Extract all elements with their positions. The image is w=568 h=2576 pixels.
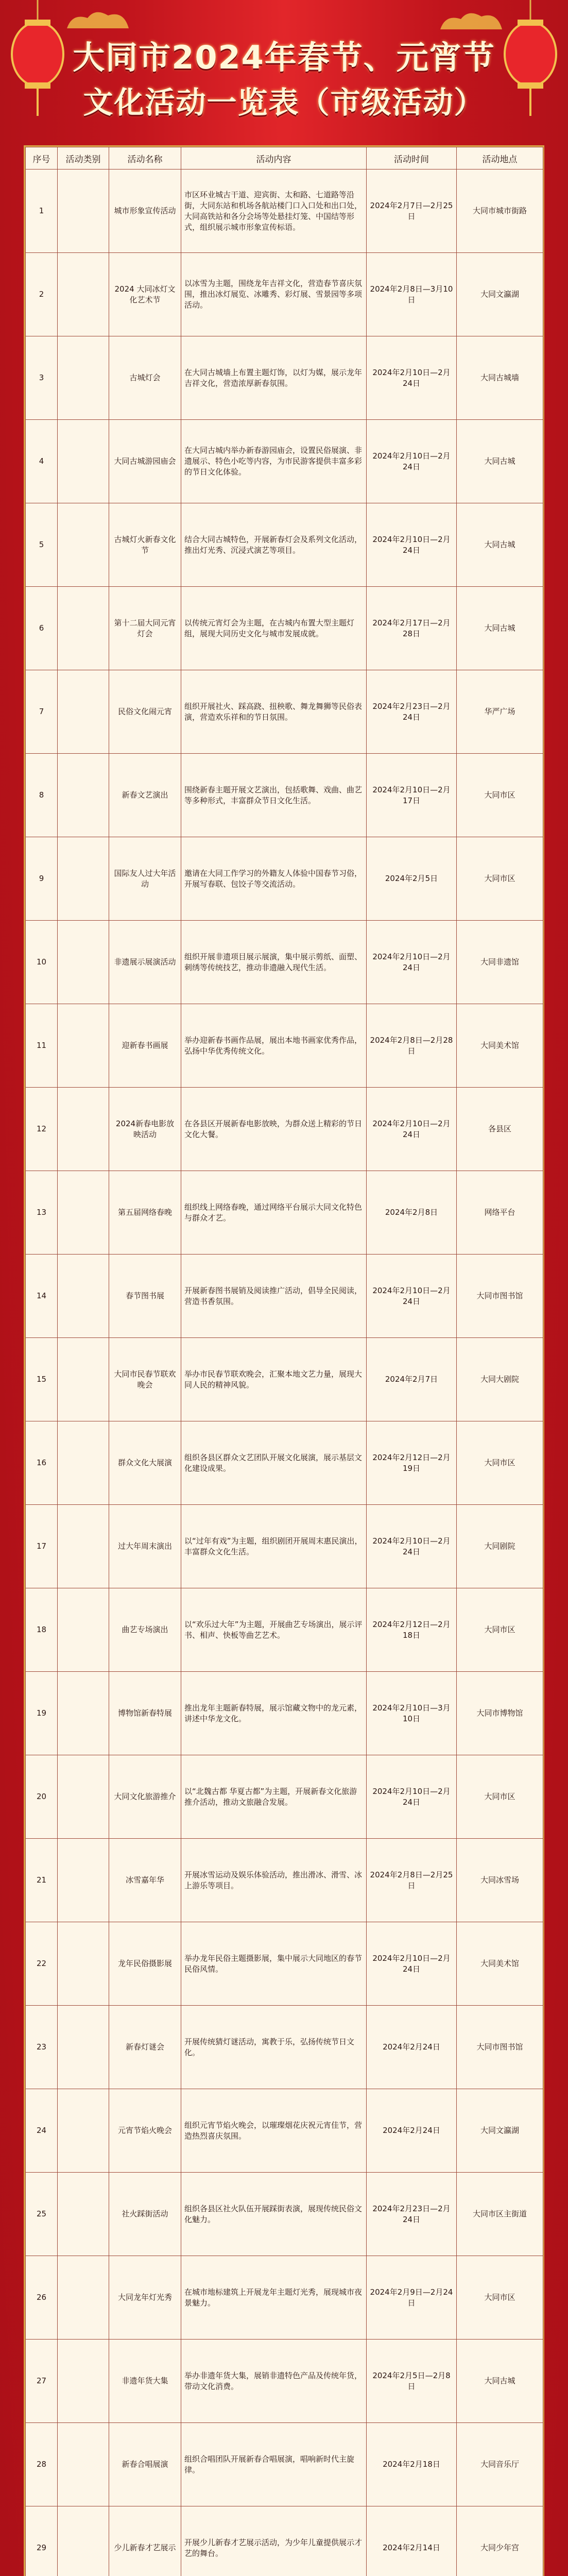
column-header: 活动内容	[181, 147, 367, 170]
row-description: 组织各县区社火队伍开展踩街表演，展现传统民俗文化魅力。	[181, 2173, 367, 2256]
row-time: 2024年2月10日—2月24日	[367, 503, 457, 587]
column-header: 活动类别	[58, 147, 109, 170]
row-place: 大同少年宫	[457, 2506, 543, 2576]
row-description: 组织合唱团队开展新春合唱展演，唱响新时代主旋律。	[181, 2423, 367, 2506]
row-number: 22	[26, 1922, 58, 2006]
activity-table	[24, 145, 544, 2576]
row-place: 大同剧院	[457, 1505, 543, 1588]
row-name: 社火踩街活动	[109, 2173, 181, 2256]
row-place: 大同古城	[457, 2340, 543, 2423]
row-time: 2024年2月23日—2月24日	[367, 670, 457, 754]
row-time: 2024年2月12日—2月19日	[367, 1421, 457, 1505]
row-category	[58, 2423, 109, 2506]
row-description: 在各县区开展新春电影放映，为群众送上精彩的节日文化大餐。	[181, 1088, 367, 1171]
table-row	[26, 253, 543, 336]
row-place: 大同市区	[457, 2256, 543, 2340]
row-category	[58, 2256, 109, 2340]
row-category	[58, 1505, 109, 1588]
table-row	[26, 2340, 543, 2423]
row-description: 开展冰雪运动及娱乐体验活动，推出滑冰、滑雪、冰上游乐等项目。	[181, 1839, 367, 1922]
row-place: 大同古城	[457, 503, 543, 587]
table-row	[26, 2173, 543, 2256]
row-number: 18	[26, 1588, 58, 1672]
row-name: 曲艺专场演出	[109, 1588, 181, 1672]
table-row	[26, 1255, 543, 1338]
row-description: 市区环业城古干道、迎宾街、太和路、七道路等沿街，大同东站和机场各航站楼门口入口处和出口处，大同高铁站和各分会场等处悬挂灯笼、中国结等形式，组织展示城市形象宣传标语。	[181, 170, 367, 253]
table-row	[26, 1505, 543, 1588]
row-place: 大同市博物馆	[457, 1672, 543, 1755]
row-category	[58, 587, 109, 670]
row-time: 2024年2月10日—2月24日	[367, 1755, 457, 1839]
row-place: 大同美术馆	[457, 1922, 543, 2006]
table-row	[26, 1088, 543, 1171]
row-description: 以“欢乐过大年”为主题，开展曲艺专场演出，展示评书、相声、快板等曲艺艺术。	[181, 1588, 367, 1672]
row-number: 7	[26, 670, 58, 754]
row-description: 在城市地标建筑上开展龙年主题灯光秀，展现城市夜景魅力。	[181, 2256, 367, 2340]
row-description: 围绕新春主题开展文艺演出，包括歌舞、戏曲、曲艺等多种形式，丰富群众节日文化生活。	[181, 754, 367, 837]
row-name: 城市形象宣传活动	[109, 170, 181, 253]
row-name: 2024 大同冰灯文化艺术节	[109, 253, 181, 336]
header-banner	[0, 0, 568, 139]
row-category	[58, 837, 109, 921]
row-time: 2024年2月10日—2月24日	[367, 1505, 457, 1588]
row-category	[58, 921, 109, 1004]
row-place: 大同市区	[457, 754, 543, 837]
row-number: 5	[26, 503, 58, 587]
row-number: 27	[26, 2340, 58, 2423]
row-category	[58, 1672, 109, 1755]
row-number: 11	[26, 1004, 58, 1088]
row-time: 2024年2月14日	[367, 2506, 457, 2576]
table-row	[26, 1588, 543, 1672]
table-row	[26, 2423, 543, 2506]
row-category	[58, 1421, 109, 1505]
row-category	[58, 1171, 109, 1255]
row-name: 元宵节焰火晚会	[109, 2089, 181, 2173]
row-name: 国际友人过大年活动	[109, 837, 181, 921]
row-number: 3	[26, 336, 58, 420]
row-category	[58, 1255, 109, 1338]
row-time: 2024年2月8日—2月25日	[367, 1839, 457, 1922]
row-place: 大同市图书馆	[457, 1255, 543, 1338]
row-place: 大同市区	[457, 1421, 543, 1505]
row-name: 民俗文化闹元宵	[109, 670, 181, 754]
row-number: 15	[26, 1338, 58, 1421]
row-place: 大同大剧院	[457, 1338, 543, 1421]
row-description: 推出龙年主题新春特展，展示馆藏文物中的龙元素，讲述中华龙文化。	[181, 1672, 367, 1755]
row-place: 各县区	[457, 1088, 543, 1171]
row-category	[58, 1338, 109, 1421]
row-name: 非遗展示展演活动	[109, 921, 181, 1004]
row-name: 第五届网络春晚	[109, 1171, 181, 1255]
row-category	[58, 1922, 109, 2006]
row-number: 26	[26, 2256, 58, 2340]
row-time: 2024年2月8日—2月28日	[367, 1004, 457, 1088]
table-row	[26, 1922, 543, 2006]
row-place: 大同市区	[457, 837, 543, 921]
row-category	[58, 754, 109, 837]
row-number: 2	[26, 253, 58, 336]
row-category	[58, 1839, 109, 1922]
table-row	[26, 2256, 543, 2340]
row-category	[58, 2340, 109, 2423]
table-row	[26, 1421, 543, 1505]
row-time: 2024年2月12日—2月18日	[367, 1588, 457, 1672]
row-number: 25	[26, 2173, 58, 2256]
row-name: 新春灯谜会	[109, 2006, 181, 2089]
row-description: 以传统元宵灯会为主题，在古城内布置大型主题灯组，展现大同历史文化与城市发展成就。	[181, 587, 367, 670]
row-description: 举办迎新春书画作品展，展出本地书画家优秀作品，弘扬中华优秀传统文化。	[181, 1004, 367, 1088]
row-time: 2024年2月18日	[367, 2423, 457, 2506]
row-category	[58, 336, 109, 420]
row-description: 开展少儿新春才艺展示活动，为少年儿童提供展示才艺的舞台。	[181, 2506, 367, 2576]
row-description: 举办龙年民俗主题摄影展，集中展示大同地区的春节民俗风情。	[181, 1922, 367, 2006]
row-place: 大同美术馆	[457, 1004, 543, 1088]
row-category	[58, 253, 109, 336]
cloud-icon	[62, 5, 134, 36]
row-time: 2024年2月10日—3月10日	[367, 1672, 457, 1755]
table-row	[26, 336, 543, 420]
row-name: 博物馆新春特展	[109, 1672, 181, 1755]
column-header: 序号	[26, 147, 58, 170]
row-time: 2024年2月17日—2月28日	[367, 587, 457, 670]
row-place: 大同市区	[457, 1588, 543, 1672]
row-name: 新春文艺演出	[109, 754, 181, 837]
row-description: 以冰雪为主题，围绕龙年吉祥文化，营造春节喜庆氛围，推出冰灯展览、冰雕秀、彩灯展、雪景园等多项活动。	[181, 253, 367, 336]
row-category	[58, 670, 109, 754]
table-header-row	[26, 147, 543, 170]
row-description: 组织各县区群众文艺团队开展文化展演，展示基层文化建设成果。	[181, 1421, 367, 1505]
row-description: 举办市民春节联欢晚会，汇聚本地文艺力量，展现大同人民的精神风貌。	[181, 1338, 367, 1421]
row-time: 2024年2月24日	[367, 2089, 457, 2173]
row-number: 19	[26, 1672, 58, 1755]
table-row	[26, 1755, 543, 1839]
table-row	[26, 1839, 543, 1922]
row-place: 网络平台	[457, 1171, 543, 1255]
table-row	[26, 1004, 543, 1088]
row-place: 大同冰雪场	[457, 1839, 543, 1922]
row-number: 23	[26, 2006, 58, 2089]
row-place: 华严广场	[457, 670, 543, 754]
row-number: 28	[26, 2423, 58, 2506]
row-place: 大同古城墙	[457, 336, 543, 420]
row-time: 2024年2月10日—2月24日	[367, 336, 457, 420]
row-number: 12	[26, 1088, 58, 1171]
row-description: 邀请在大同工作学习的外籍友人体验中国春节习俗，开展写春联、包饺子等交流活动。	[181, 837, 367, 921]
row-number: 8	[26, 754, 58, 837]
row-name: 大同龙年灯光秀	[109, 2256, 181, 2340]
row-time: 2024年2月5日—2月8日	[367, 2340, 457, 2423]
table-row	[26, 1171, 543, 1255]
table-row	[26, 503, 543, 587]
column-header: 活动时间	[367, 147, 457, 170]
row-name: 迎新春书画展	[109, 1004, 181, 1088]
row-description: 以“过年有戏”为主题，组织剧团开展周末惠民演出，丰富群众文化生活。	[181, 1505, 367, 1588]
row-name: 群众文化大展演	[109, 1421, 181, 1505]
row-time: 2024年2月10日—2月24日	[367, 921, 457, 1004]
row-category	[58, 2006, 109, 2089]
row-description: 举办非遗年货大集，展销非遗特色产品及传统年货，带动文化消费。	[181, 2340, 367, 2423]
row-time: 2024年2月7日	[367, 1338, 457, 1421]
table-row	[26, 1672, 543, 1755]
row-description: 开展新春图书展销及阅读推广活动，倡导全民阅读，营造书香氛围。	[181, 1255, 367, 1338]
row-description: 在大同古城墙上布置主题灯饰，以灯为媒，展示龙年吉祥文化，营造浓厚新春氛围。	[181, 336, 367, 420]
column-header: 活动名称	[109, 147, 181, 170]
table-row	[26, 170, 543, 253]
table-row	[26, 1338, 543, 1421]
table-row	[26, 921, 543, 1004]
row-description: 组织线上网络春晚，通过网络平台展示大同文化特色与群众才艺。	[181, 1171, 367, 1255]
row-number: 4	[26, 420, 58, 503]
row-name: 大同文化旅游推介	[109, 1755, 181, 1839]
row-name: 少儿新春才艺展示	[109, 2506, 181, 2576]
row-description: 组织开展社火、踩高跷、扭秧歌、舞龙舞狮等民俗表演，营造欢乐祥和的节日氛围。	[181, 670, 367, 754]
row-place: 大同古城	[457, 420, 543, 503]
column-header: 活动地点	[457, 147, 543, 170]
row-description: 开展传统猜灯谜活动，寓教于乐，弘扬传统节日文化。	[181, 2006, 367, 2089]
row-place: 大同市城市街路	[457, 170, 543, 253]
page-title-line1: 大同市2024年春节、元宵节	[73, 39, 495, 76]
row-number: 16	[26, 1421, 58, 1505]
row-number: 20	[26, 1755, 58, 1839]
row-name: 春节图书展	[109, 1255, 181, 1338]
row-time: 2024年2月10日—2月24日	[367, 1922, 457, 2006]
row-category	[58, 1588, 109, 1672]
row-description: 组织元宵节焰火晚会，以璀璨烟花庆祝元宵佳节，营造热烈喜庆氛围。	[181, 2089, 367, 2173]
table-row	[26, 670, 543, 754]
row-time: 2024年2月10日—2月24日	[367, 1255, 457, 1338]
row-place: 大同文瀛湖	[457, 253, 543, 336]
row-name: 新春合唱展演	[109, 2423, 181, 2506]
row-place: 大同音乐厅	[457, 2423, 543, 2506]
row-number: 1	[26, 170, 58, 253]
row-category	[58, 1088, 109, 1171]
row-number: 29	[26, 2506, 58, 2576]
row-category	[58, 420, 109, 503]
row-name: 2024新春电影放映活动	[109, 1088, 181, 1171]
row-name: 过大年周末演出	[109, 1505, 181, 1588]
row-time: 2024年2月23日—2月24日	[367, 2173, 457, 2256]
row-description: 结合大同古城特色，开展新春灯会及系列文化活动，推出灯光秀、沉浸式演艺等项目。	[181, 503, 367, 587]
row-category	[58, 2089, 109, 2173]
row-place: 大同古城	[457, 587, 543, 670]
row-category	[58, 2173, 109, 2256]
table-row	[26, 587, 543, 670]
row-time: 2024年2月8日—3月10日	[367, 253, 457, 336]
row-time: 2024年2月8日	[367, 1171, 457, 1255]
row-category	[58, 1755, 109, 1839]
page-title-line2: 文化活动一览表（市级活动）	[83, 85, 485, 120]
table-row	[26, 420, 543, 503]
row-name: 大同古城游园庙会	[109, 420, 181, 503]
row-description: 以“北魏古都 华夏古都”为主题，开展新春文化旅游推介活动，推动文旅融合发展。	[181, 1755, 367, 1839]
table-row	[26, 2006, 543, 2089]
row-time: 2024年2月5日	[367, 837, 457, 921]
row-number: 9	[26, 837, 58, 921]
row-number: 10	[26, 921, 58, 1004]
table-row	[26, 2089, 543, 2173]
row-name: 冰雪嘉年华	[109, 1839, 181, 1922]
row-time: 2024年2月10日—2月24日	[367, 1088, 457, 1171]
table-row	[26, 2506, 543, 2576]
row-number: 21	[26, 1839, 58, 1922]
row-place: 大同市区	[457, 1755, 543, 1839]
table-body	[26, 170, 543, 2576]
row-place: 大同文瀛湖	[457, 2089, 543, 2173]
row-time: 2024年2月24日	[367, 2006, 457, 2089]
row-category	[58, 170, 109, 253]
row-name: 古城灯火新春文化节	[109, 503, 181, 587]
row-description: 在大同古城内举办新春游园庙会，设置民俗展演、非遗展示、特色小吃等内容，为市民游客提供丰富多彩的节日文化体验。	[181, 420, 367, 503]
row-number: 24	[26, 2089, 58, 2173]
row-number: 13	[26, 1171, 58, 1255]
row-number: 17	[26, 1505, 58, 1588]
row-name: 古城灯会	[109, 336, 181, 420]
row-time: 2024年2月10日—2月17日	[367, 754, 457, 837]
row-description: 组织开展非遗项目展示展演，集中展示剪纸、面塑、刺绣等传统技艺，推动非遗融入现代生活。	[181, 921, 367, 1004]
row-time: 2024年2月10日—2月24日	[367, 420, 457, 503]
row-category	[58, 2506, 109, 2576]
row-name: 非遗年货大集	[109, 2340, 181, 2423]
row-name: 龙年民俗摄影展	[109, 1922, 181, 2006]
table-row	[26, 837, 543, 921]
row-time: 2024年2月7日—2月25日	[367, 170, 457, 253]
row-place: 大同市图书馆	[457, 2006, 543, 2089]
row-time: 2024年2月9日—2月24日	[367, 2256, 457, 2340]
row-place: 大同市区主街道	[457, 2173, 543, 2256]
row-number: 14	[26, 1255, 58, 1338]
row-place: 大同非遗馆	[457, 921, 543, 1004]
row-category	[58, 1004, 109, 1088]
table-row	[26, 754, 543, 837]
row-name: 第十二届大同元宵灯会	[109, 587, 181, 670]
row-name: 大同市民春节联欢晚会	[109, 1338, 181, 1421]
row-category	[58, 503, 109, 587]
row-number: 6	[26, 587, 58, 670]
